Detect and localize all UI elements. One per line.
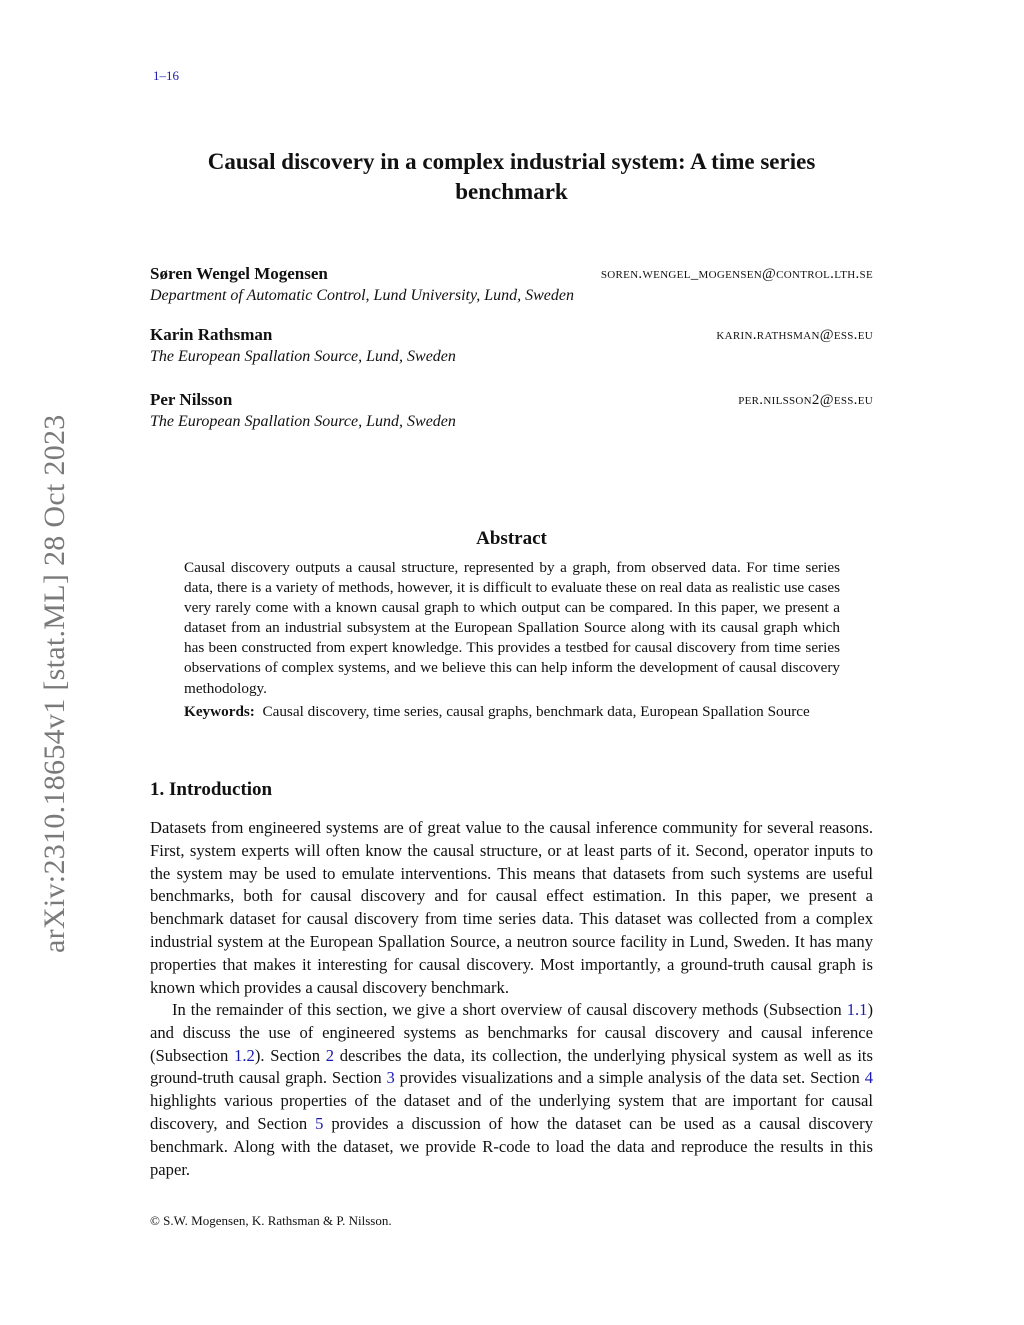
abstract-heading: Abstract <box>476 528 547 549</box>
author-email: per.nilsson2@ess.eu <box>738 392 873 408</box>
intro-paragraph-1: Datasets from engineered systems are of great value to the causal inference community for several reasons. First, system experts will often know the causal structure, or at least parts of it. Second, operator inputs to the system may be used to emulate interventions. This means that datasets from such systems are useful benchmarks, both for causal discovery and for causal effect estimation. In this paper, we present a benchmark dataset for causal discovery from time series data. This dataset was collected from a complex industrial system at the European Spallation Source, a neutron source facility in Lund, Sweden. It has many properties that makes it interesting for causal discovery. Most importantly, a ground-truth causal graph is known which provides a causal discovery benchmark. <box>150 818 873 997</box>
paragraph-text: In the remainder of this section, we give a short overview of causal discovery methods (Subsection <box>172 1000 847 1019</box>
section-heading: 1. Introduction <box>150 779 273 800</box>
abstract-text: Causal discovery outputs a causal structure, represented by a graph, from observed data. For time series data, there is a variety of methods, however, it is difficult to evaluate these on real data as realistic use cases very rarely come with a known causal graph to which output can be compared. In this paper, we present a dataset from an industrial subsystem at the European Spallation Source along with its causal graph which has been constructed from expert knowledge. This provides a testbed for causal discovery from time series observations of complex systems, and we believe this can help inform the development of causal discovery methodology. <box>184 559 840 697</box>
author-email: karin.rathsman@ess.eu <box>716 327 873 343</box>
author-name: Søren Wengel Mogensen <box>150 264 328 283</box>
paragraph-text: ). Section <box>254 1045 326 1065</box>
author-affiliation: The European Spallation Source, Lund, Sweden <box>150 413 456 430</box>
keywords <box>184 702 840 722</box>
section-link[interactable]: 5 <box>315 1113 324 1133</box>
keywords-label: Keywords: <box>184 703 255 720</box>
section-link[interactable]: 3 <box>386 1068 395 1088</box>
keywords-list: Causal discovery, time series, causal graphs, benchmark data, European Spallation Source <box>262 703 810 720</box>
author-name: Karin Rathsman <box>150 325 273 344</box>
copyright-footer: © S.W. Mogensen, K. Rathsman & P. Nilsson. <box>150 1213 392 1228</box>
paper-title-line-2: benchmark <box>455 179 568 204</box>
paper-title-line-1: Causal discovery in a complex industrial system: A time series <box>207 149 816 174</box>
paragraph-text: provides a discussion of how the dataset can be used as a causal discovery benchmark. Along with the dataset, we provide R-code to load the data and reproduce the results in this paper. <box>150 1113 873 1179</box>
paragraph-text: describes the data, its collection, the underlying physical system as well as its ground-truth causal graph. Section <box>150 1045 873 1088</box>
subsection-link[interactable]: 1.2 <box>234 1045 255 1065</box>
arxiv-identifier-stamp: arXiv:2310.18654v1 [stat.ML] 28 Oct 2023 <box>38 414 71 953</box>
author-affiliation: The European Spallation Source, Lund, Sweden <box>150 348 456 365</box>
subsection-link[interactable]: 1.1 <box>846 1000 868 1019</box>
paragraph-text: highlights various properties of the dataset and of the underlying system that are important for causal discovery, and Section <box>150 1091 873 1133</box>
author-email: soren.wengel_mogensen@control.lth.se <box>600 266 873 282</box>
section-link[interactable]: 4 <box>864 1068 874 1088</box>
paper-title <box>150 147 873 207</box>
section-link[interactable]: 2 <box>325 1045 335 1065</box>
page-range: 1–16 <box>153 68 179 83</box>
paragraph-text: ) and discuss the use of engineered systems as benchmarks for causal discovery and causal inference (Subsection <box>150 1000 873 1065</box>
author-block <box>150 264 873 312</box>
intro-paragraph-2 <box>150 999 873 1181</box>
author-block <box>150 325 873 373</box>
author-name: Per Nilsson <box>150 390 233 409</box>
author-block <box>150 390 873 438</box>
author-affiliation: Department of Automatic Control, Lund University, Lund, Sweden <box>150 287 574 304</box>
paragraph-text: provides visualizations and a simple analysis of the data set. Section <box>394 1068 865 1088</box>
